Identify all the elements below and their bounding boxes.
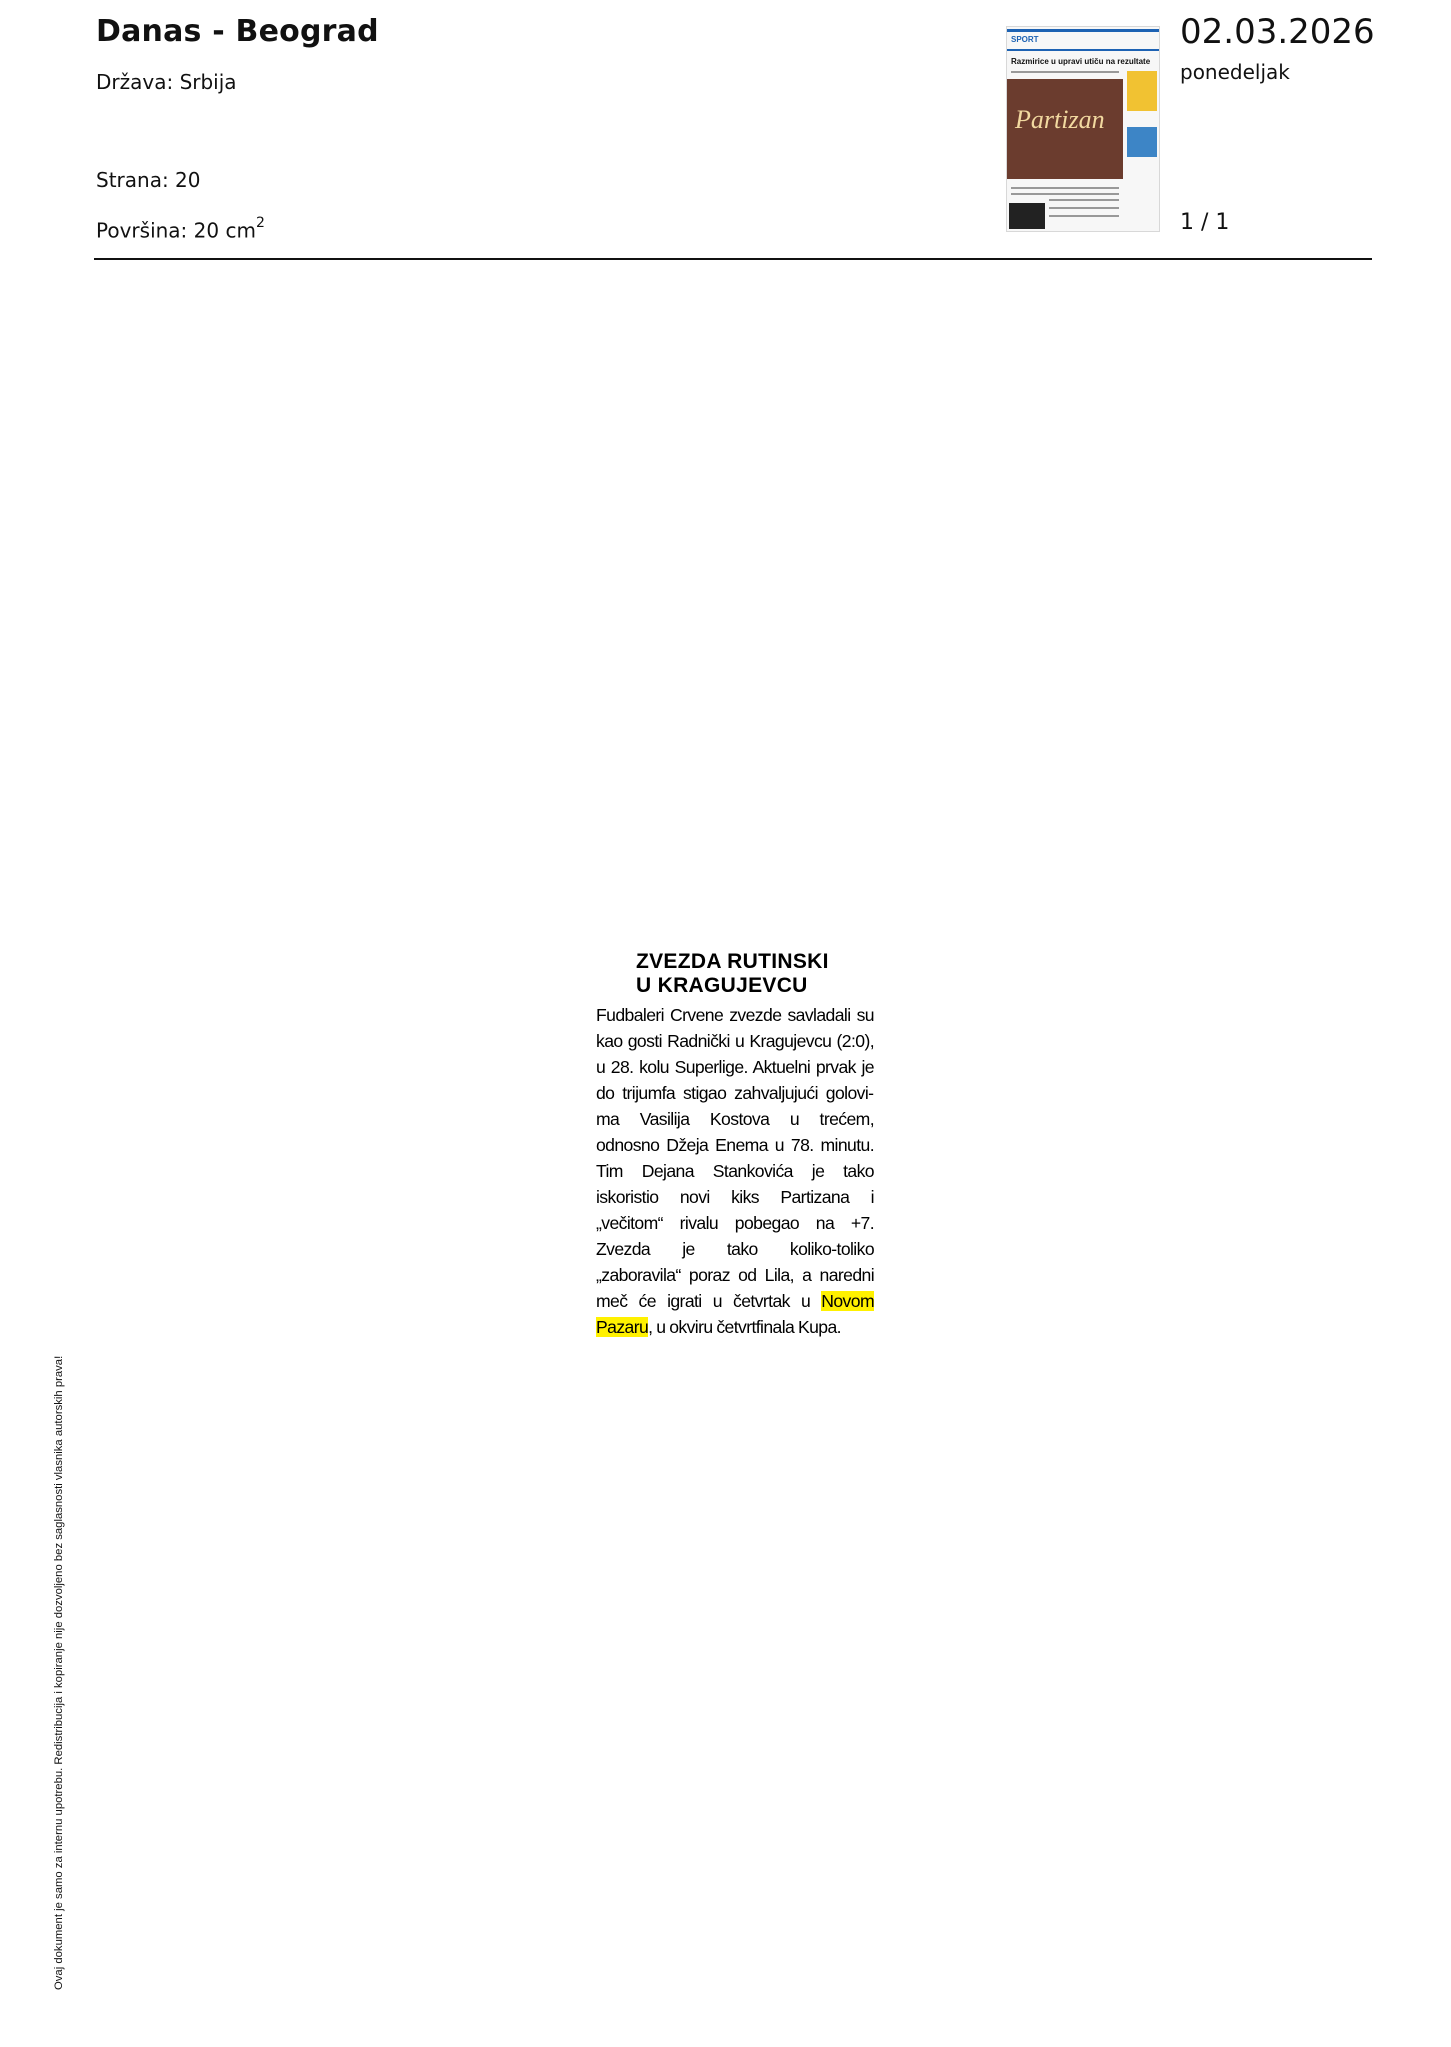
publication-title: Danas - Beograd <box>96 14 379 49</box>
thumbnail-text-line <box>1049 199 1119 201</box>
country-label: Država: Srbija <box>96 70 237 94</box>
article-body-text: Fudbaleri Crvene zvezde savladali su kao gosti Radnički u Kragujevcu (2:0), u 28. kolu Superlige. Aktuelni prvak je do trijumfa stigao zahvaljujući golovima Vasilija Kostova u trećem, odnosno Džeja Enema u 78. minutu. Tim Dejana Stankovića je tako iskoristio novi kiks Partizana i „večitom“ rivalu pobegao na +7. Zvezda je tako koliko-toliko „zaboravila“ poraz od Lila, a naredni meč će igrati u četvrtak u <box>596 1005 874 1311</box>
thumbnail-top-bar <box>1007 29 1159 32</box>
page-counter: 1 / 1 <box>1180 210 1230 235</box>
thumbnail-headline: Razmirice u upravi utiču na rezultate <box>1011 57 1151 66</box>
thumbnail-section-bar <box>1007 49 1159 51</box>
article-headline-line-2: U KRAGUJEVCU <box>636 974 808 997</box>
area-value: Površina: 20 cm <box>96 218 256 243</box>
publication-weekday: ponedeljak <box>1180 60 1290 84</box>
thumbnail-text-line <box>1011 187 1119 189</box>
article-headline-line-1: ZVEZDA RUTINSKI <box>636 950 829 973</box>
article-clipping <box>596 950 874 1340</box>
area-label <box>96 215 265 243</box>
article-headline <box>636 950 874 998</box>
thumbnail-text-line <box>1049 215 1119 217</box>
thumbnail-portrait <box>1009 203 1045 229</box>
thumbnail-text-line <box>1011 193 1119 195</box>
thumbnail-photo-word: Partizan <box>1015 105 1105 134</box>
article-body <box>596 1002 874 1340</box>
area-unit-exponent: 2 <box>255 215 265 231</box>
article-highlighted-keyword: Novom Pazaru <box>596 1291 874 1337</box>
thumbnail-text-line <box>1011 71 1119 73</box>
thumbnail-sidebar-blue <box>1127 127 1157 157</box>
thumbnail-photo <box>1007 79 1123 179</box>
article-body-text-end: , u okviru četvrtfinala Kupa. <box>648 1317 841 1337</box>
header-divider <box>94 258 1372 260</box>
publication-date: 02.03.2026 <box>1180 12 1375 52</box>
copyright-disclaimer: Ovaj dokument je samo za internu upotrebu. Redistribucija i kopiranje nije dozvoljeno bez saglasnosti vlasnika autorskih prava! <box>53 1355 65 1990</box>
page-number-label: Strana: 20 <box>96 168 201 192</box>
thumbnail-text-line <box>1049 207 1119 209</box>
thumbnail-sidebar-yellow <box>1127 71 1157 111</box>
page-thumbnail[interactable] <box>1006 26 1160 232</box>
thumbnail-section-label: SPORT <box>1011 35 1039 44</box>
